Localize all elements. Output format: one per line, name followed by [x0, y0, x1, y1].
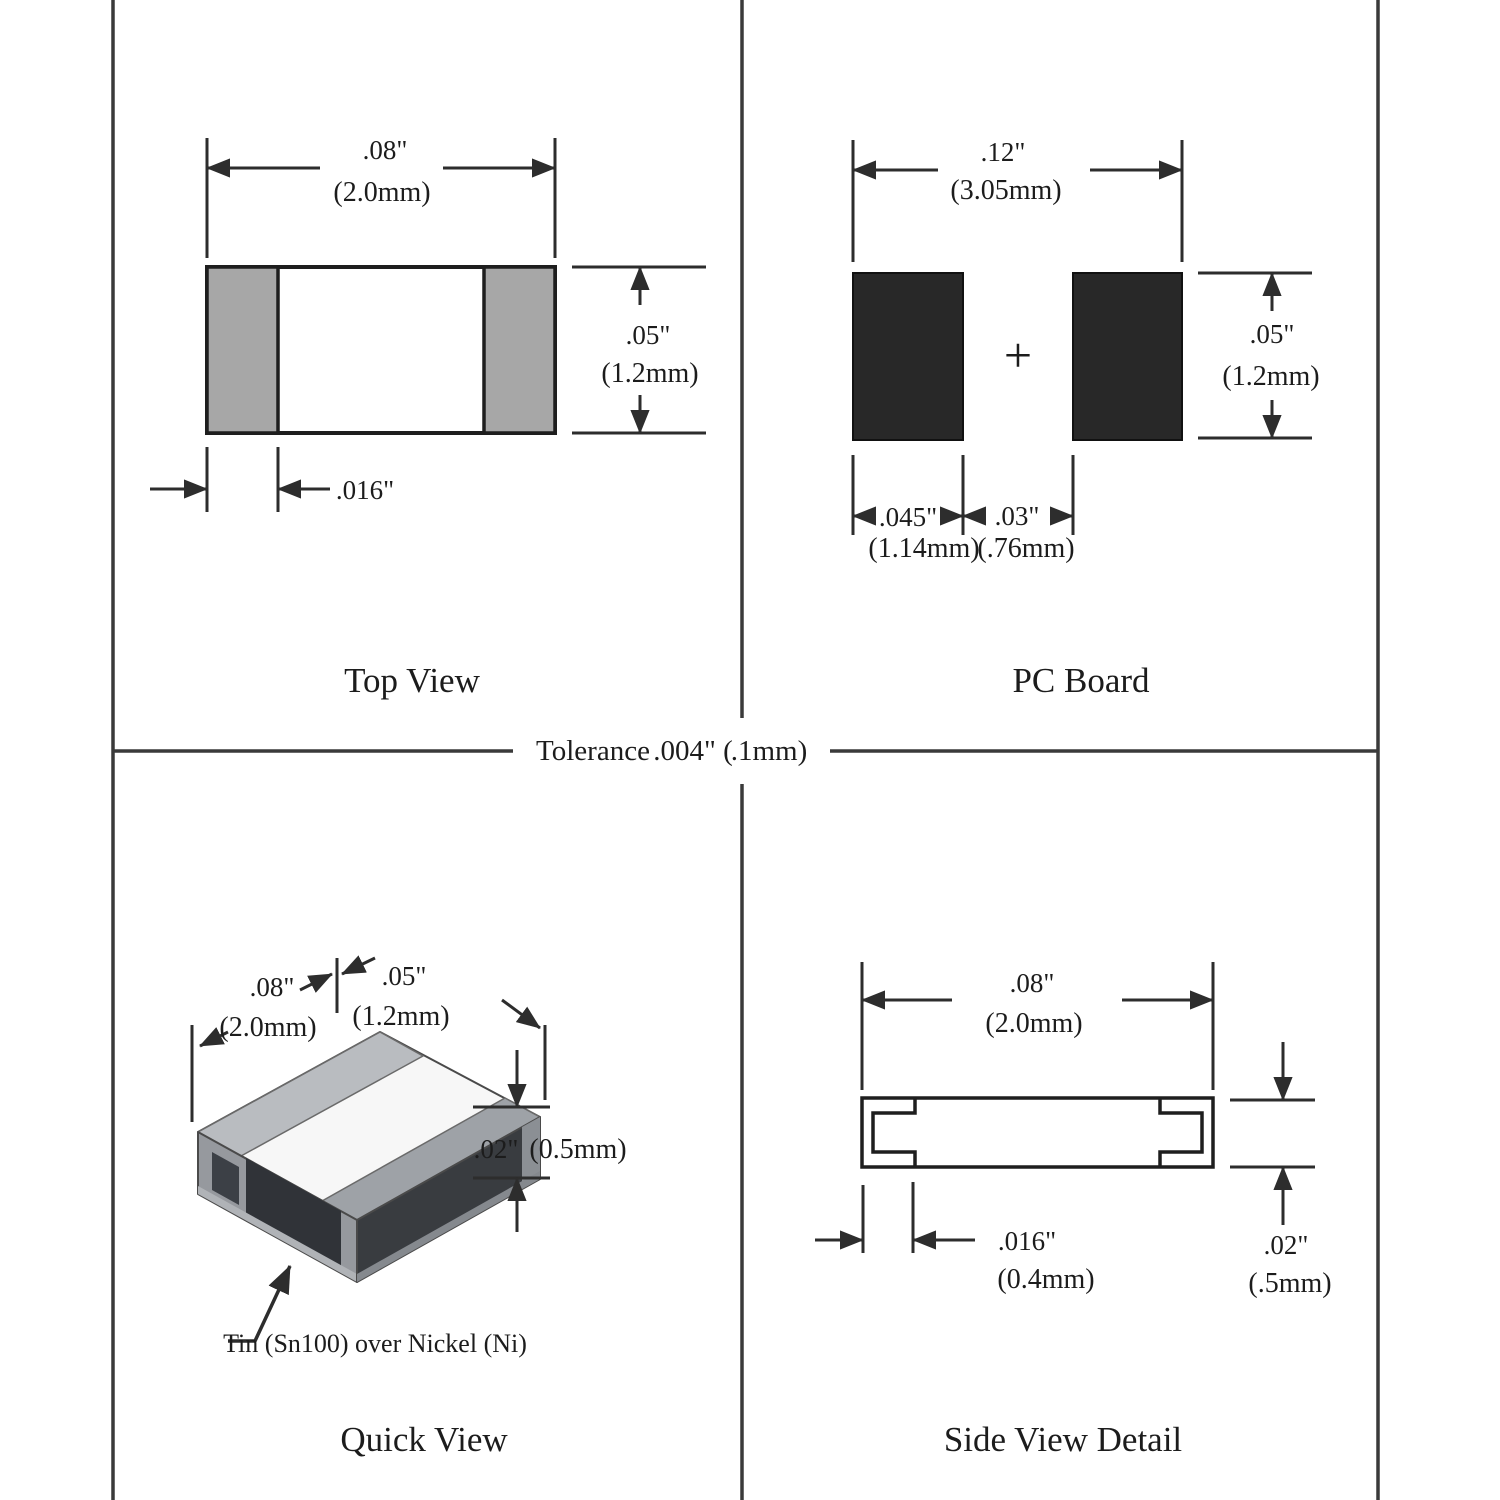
pcb-width-mm: (3.05mm)	[950, 175, 1062, 206]
pcb-height-dimension	[1198, 273, 1312, 438]
side-view-terminal-dimension	[815, 1182, 975, 1253]
pcb-pad-in: .045"	[878, 502, 938, 532]
side-view-width-mm: (2.0mm)	[985, 1008, 1083, 1039]
side-view-height-mm: (.5mm)	[1248, 1268, 1332, 1299]
side-view-width-in: .08"	[1009, 968, 1055, 998]
top-view-caption: Top View	[344, 661, 480, 700]
quick-view-height-in: .02"	[473, 1134, 519, 1164]
pc-board-caption: PC Board	[1012, 661, 1150, 700]
side-view-caption: Side View Detail	[943, 1420, 1183, 1459]
side-view-height-in: .02"	[1263, 1230, 1309, 1260]
pc-board-quadrant	[853, 137, 1320, 700]
side-view-terminal-mm: (0.4mm)	[997, 1264, 1095, 1295]
quick-view-height-mm: (0.5mm)	[529, 1134, 627, 1165]
top-view-height-in: .05"	[625, 320, 671, 350]
tolerance-note	[536, 735, 807, 767]
side-view-height-dimension	[1230, 1042, 1315, 1225]
top-view-height-mm: (1.2mm)	[601, 358, 699, 389]
quick-view-caption: Quick View	[340, 1420, 508, 1459]
top-view-width-mm: (2.0mm)	[333, 177, 431, 208]
side-view-terminal-in: .016"	[997, 1226, 1057, 1256]
top-view-height-dimension	[572, 267, 706, 433]
tolerance-mm: .1mm)	[730, 735, 808, 767]
pcb-height-mm: (1.2mm)	[1222, 361, 1320, 392]
leader-arrow	[502, 1000, 540, 1028]
side-view-quadrant	[815, 962, 1332, 1459]
quick-view-width-in: .05"	[381, 961, 427, 991]
top-view-terminal-dimension	[150, 447, 330, 512]
pcb-right-pad	[1073, 273, 1182, 440]
pcb-gap-in: .03"	[994, 501, 1040, 531]
leader-arrow	[342, 958, 375, 974]
plating-label: Tin (Sn100) over Nickel (Ni)	[223, 1329, 527, 1358]
chip-left-terminal	[207, 267, 278, 433]
pcb-left-pad	[853, 273, 963, 440]
top-view-quadrant	[150, 135, 706, 700]
pcb-center-mark: +	[1003, 327, 1033, 383]
top-view-terminal-in: .016"	[335, 475, 395, 505]
tolerance-inches: .004" (	[653, 735, 733, 767]
tolerance-label: Tolerance	[536, 735, 650, 767]
pcb-height-in: .05"	[1249, 319, 1295, 349]
quick-view-length-in: .08"	[249, 972, 295, 1002]
top-view-width-in: .08"	[362, 135, 408, 165]
pcb-pad-mm: (1.14mm)	[868, 533, 980, 564]
pcb-gap-mm: (.76mm)	[977, 533, 1075, 564]
pcb-width-in: .12"	[980, 137, 1026, 167]
chip-right-terminal	[484, 267, 555, 433]
quick-view-width-mm: (1.2mm)	[352, 1001, 450, 1032]
quick-view-length-mm: (2.0mm)	[219, 1012, 317, 1043]
quick-view-quadrant	[192, 958, 627, 1459]
leader-arrow	[300, 974, 332, 990]
